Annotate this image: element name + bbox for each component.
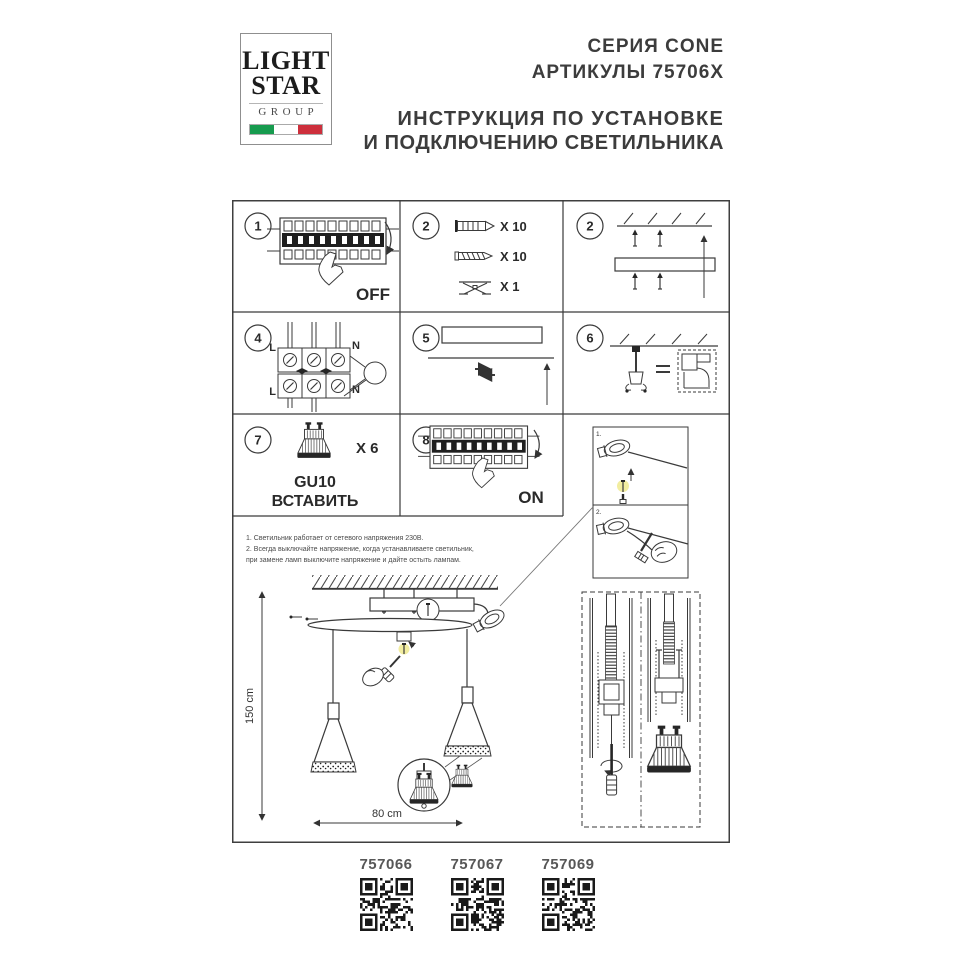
product-codes-row	[344, 856, 610, 936]
ceiling-hatch	[312, 575, 498, 588]
insert-label: ВСТАВИТЬ	[271, 493, 359, 510]
note-line: 1. Светильник работает от сетевого напряжения 230В.	[246, 535, 424, 542]
step-number: 8	[422, 432, 430, 448]
step-number: 1	[254, 218, 262, 234]
logo-text-star: STAR	[251, 71, 321, 100]
articles-title: АРТИКУЛЫ 75706X	[531, 62, 724, 83]
step-number: 7	[254, 432, 262, 448]
italy-flag-icon	[249, 124, 323, 135]
product-column	[435, 856, 519, 936]
note-line: 2. Всегда выключайте напряжение, когда устанавливаете светильник,	[246, 546, 474, 553]
dowel-qty: X 10	[500, 219, 527, 234]
lamp-type-label: GU10	[294, 474, 336, 491]
product-code: 757067	[450, 856, 504, 873]
wire-label-l-top: L	[269, 342, 276, 354]
instruction-title-line2: И ПОДКЛЮЧЕНИЮ СВЕТИЛЬНИКА	[363, 132, 724, 154]
screw-icon	[455, 252, 492, 260]
instruction-title-line1: ИНСТРУКЦИЯ ПО УСТАНОВКЕ	[397, 108, 724, 130]
product-column	[344, 856, 428, 936]
qr-code	[542, 878, 595, 931]
detail-label-2: 2.	[596, 509, 602, 516]
cone-cross-section-box	[582, 592, 700, 827]
instruction-diagram	[232, 200, 730, 843]
width-value: 80 cm	[372, 808, 402, 820]
off-label: OFF	[356, 285, 390, 304]
lamp-qty: X 6	[356, 440, 379, 457]
detail-label-1: 1.	[596, 431, 602, 438]
lightstar-logo	[240, 33, 332, 145]
wire-label-n-bottom: N	[352, 384, 360, 396]
mounting-bar	[442, 327, 542, 343]
note-line: при замене ламп выключите напряжение и дайте остыть лампам.	[246, 557, 461, 564]
screw-qty: X 10	[500, 249, 527, 264]
qr-code	[360, 878, 413, 931]
step-number: 2	[586, 218, 594, 234]
step-number: 4	[254, 330, 262, 346]
height-value: 150 cm	[244, 687, 256, 725]
series-title: СЕРИЯ CONE	[587, 36, 724, 57]
bracket-qty: X 1	[500, 279, 520, 294]
step-number: 6	[586, 330, 594, 346]
step-number: 5	[422, 330, 430, 346]
spot-detail-panels	[593, 427, 688, 578]
wire-label-l-bottom: L	[269, 386, 276, 398]
mounting-bar	[615, 258, 715, 271]
product-code: 757069	[541, 856, 595, 873]
step-number: 2	[422, 218, 430, 234]
on-label: ON	[518, 488, 544, 507]
qr-code	[451, 878, 504, 931]
logo-text-group: GROUP	[249, 103, 323, 118]
screwdriver-icon	[610, 744, 613, 775]
product-code: 757066	[359, 856, 413, 873]
product-column	[526, 856, 610, 936]
threaded-rod	[664, 622, 675, 664]
wire-label-n-top: N	[352, 340, 360, 352]
threaded-rod	[606, 626, 617, 680]
logo-text-light: LIGHT	[242, 46, 330, 75]
